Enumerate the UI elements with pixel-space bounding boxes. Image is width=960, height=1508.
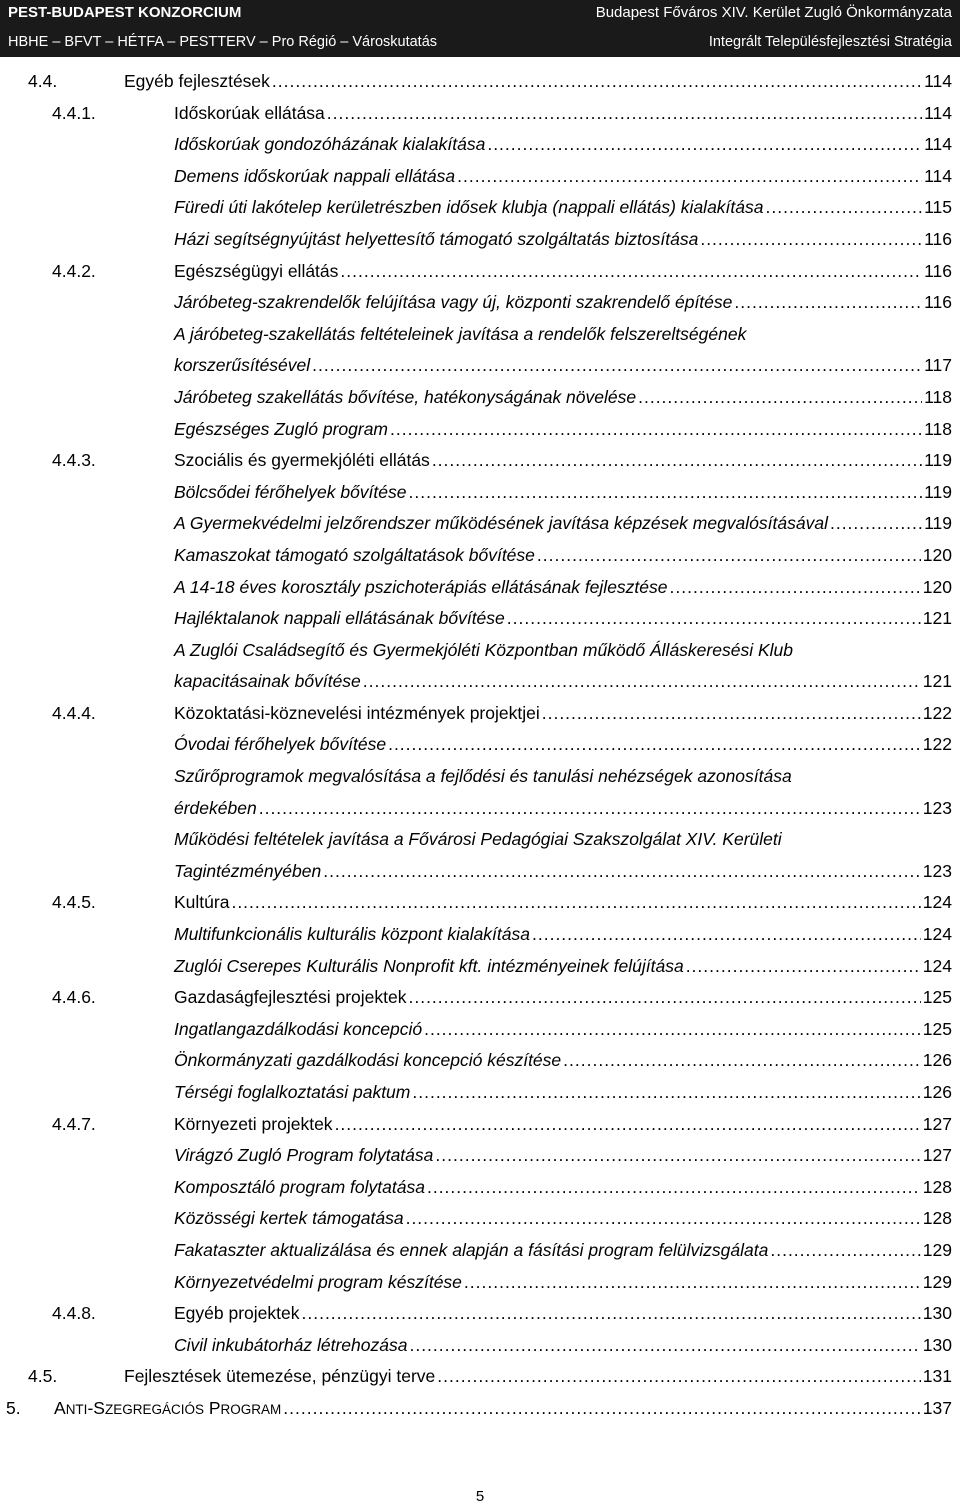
toc-entry[interactable] xyxy=(0,572,960,604)
toc-entry[interactable] xyxy=(0,982,960,1014)
toc-entry-title: Komposztáló program folytatása xyxy=(174,1176,425,1197)
toc-entry[interactable] xyxy=(0,603,960,635)
toc-entry-page: 116 xyxy=(924,260,952,281)
dot-leader xyxy=(542,698,921,730)
toc-entry[interactable] xyxy=(0,477,960,509)
dot-leader xyxy=(231,887,920,919)
dot-leader xyxy=(437,1361,921,1393)
toc-entry-title: Egészségügyi ellátás xyxy=(174,260,339,281)
toc-entry-title: Kamaszokat támogató szolgáltatások bővítése xyxy=(174,544,535,565)
toc-entry-page: 119 xyxy=(924,481,952,502)
toc-entry[interactable] xyxy=(0,445,960,477)
toc-entry[interactable] xyxy=(0,951,960,983)
toc-entry-page: 124 xyxy=(922,955,952,976)
toc-entry-title: Házi segítségnyújtást helyettesítő támogató szolgáltatás biztosítása xyxy=(174,228,699,249)
toc-entry[interactable] xyxy=(0,319,960,382)
dot-leader xyxy=(283,1393,921,1425)
toc-entry-number: 4.4.1. xyxy=(52,102,96,123)
dot-leader xyxy=(390,414,922,446)
toc-entry-title: Bölcsődei férőhelyek bővítése xyxy=(174,481,407,502)
dot-leader xyxy=(335,1109,921,1141)
toc-entry-title: Egészséges Zugló program xyxy=(174,418,388,439)
toc-entry-title: Működési feltételek javítása a Fővárosi Pedagógiai Szakszolgálat XIV. Kerületi xyxy=(174,829,782,850)
toc-entry-title: Szociális és gyermekjóléti ellátás xyxy=(174,450,430,471)
dot-leader xyxy=(412,1077,920,1109)
toc-entry-title: érdekében xyxy=(174,797,257,818)
dot-leader xyxy=(363,666,921,698)
toc-entry-page: 130 xyxy=(922,1334,952,1355)
toc-entry-page: 131 xyxy=(922,1366,952,1387)
toc-entry-title: Virágzó Zugló Program folytatása xyxy=(174,1145,434,1166)
toc-entry[interactable] xyxy=(0,508,960,540)
toc-entry-title: Járóbeteg-szakrendelők felújítása vagy új, központi szakrendelő építése xyxy=(174,292,733,313)
toc-entry-page: 128 xyxy=(922,1208,952,1229)
toc-entry-page: 122 xyxy=(922,702,952,723)
toc-entry-title: kapacitásainak bővítése xyxy=(174,671,361,692)
page-number: 5 xyxy=(475,1488,485,1505)
toc-entry-page: 116 xyxy=(924,292,952,313)
toc-entry-page: 128 xyxy=(922,1176,952,1197)
consortium-name: PEST-BUDAPEST KONZORCIUM xyxy=(8,4,242,21)
toc-entry-page: 129 xyxy=(922,1239,952,1260)
consortium-members: HBHE – BFVT – HÉTFA – PESTTERV – Pro Régió – Városkutatás xyxy=(8,34,438,50)
dot-leader xyxy=(388,729,921,761)
table-of-contents xyxy=(0,66,960,1426)
toc-entry-title: ANTI-SZEGREGÁCIÓS PROGRAM xyxy=(54,1397,282,1418)
toc-entry-page: 127 xyxy=(922,1145,952,1166)
toc-entry[interactable] xyxy=(0,887,960,919)
toc-entry-page: 115 xyxy=(924,197,952,218)
toc-entry-page: 126 xyxy=(922,1082,952,1102)
toc-entry-title: Füredi úti lakótelep kerületrészben idősek klubja (nappali ellátás) kialakítása xyxy=(174,197,764,218)
dot-leader xyxy=(424,1014,921,1046)
toc-entry-title: Ingatlangazdálkodási koncepció xyxy=(174,1018,423,1039)
toc-entry-number: 4.4. xyxy=(28,71,58,91)
toc-entry-number: 4.4.8. xyxy=(52,1303,96,1324)
toc-entry[interactable] xyxy=(0,1361,960,1393)
toc-entry[interactable] xyxy=(0,1172,960,1204)
toc-entry-page: 118 xyxy=(924,386,952,407)
toc-entry-page: 116 xyxy=(924,228,952,249)
toc-entry-page: 123 xyxy=(922,860,952,881)
dot-leader xyxy=(507,603,921,635)
toc-entry-page: 121 xyxy=(922,608,952,629)
toc-entry-title: Kultúra xyxy=(174,892,230,913)
toc-entry[interactable] xyxy=(0,256,960,288)
toc-entry-page: 122 xyxy=(922,734,952,755)
dot-leader xyxy=(700,224,922,256)
toc-entry-number: 4.4.5. xyxy=(52,892,96,913)
dot-leader xyxy=(327,98,922,130)
dot-leader xyxy=(670,572,921,604)
toc-entry-page: 114 xyxy=(924,71,952,91)
toc-entry-page: 119 xyxy=(924,513,952,534)
header-row-top xyxy=(8,4,952,21)
toc-entry-title: A járóbeteg-szakellátás feltételeinek javítása a rendelők felszereltségének xyxy=(174,323,747,344)
toc-entry-title: Közoktatási-köznevelési intézmények projektjei xyxy=(174,702,540,723)
toc-entry[interactable] xyxy=(0,129,960,161)
toc-entry-title: Egyéb fejlesztések xyxy=(124,71,270,91)
toc-entry[interactable] xyxy=(0,1014,960,1046)
toc-entry[interactable] xyxy=(0,824,960,887)
toc-entry[interactable] xyxy=(0,161,960,193)
toc-entry-page: 123 xyxy=(922,797,952,818)
toc-entry-page: 124 xyxy=(922,892,952,913)
toc-entry[interactable] xyxy=(0,382,960,414)
toc-entry-title: Járóbeteg szakellátás bővítése, hatékonyságának növelése xyxy=(174,386,637,407)
municipality-name: Budapest Főváros XIV. Kerület Zugló Önkormányzata xyxy=(595,4,952,21)
dot-leader xyxy=(323,856,921,888)
toc-entry[interactable] xyxy=(0,414,960,446)
toc-entry[interactable] xyxy=(0,98,960,130)
toc-entry-page: 120 xyxy=(922,576,952,597)
toc-entry-title: Közösségi kertek támogatása xyxy=(174,1208,404,1229)
toc-entry-title: Szűrőprogramok megvalósítása a fejlődési és tanulási nehézségek azonosítása xyxy=(174,766,792,787)
dot-leader xyxy=(272,66,922,98)
dot-leader xyxy=(427,1172,921,1204)
toc-entry-title: Környezetvédelmi program készítése xyxy=(174,1271,462,1292)
toc-entry-number: 5. xyxy=(6,1397,21,1418)
toc-entry[interactable] xyxy=(0,66,960,98)
toc-entry[interactable] xyxy=(0,1109,960,1141)
dot-leader xyxy=(406,1203,921,1235)
toc-entry-title: Multifunkcionális kulturális központ kialakítása xyxy=(174,924,530,945)
toc-entry[interactable] xyxy=(0,192,960,224)
toc-entry-number: 4.4.7. xyxy=(52,1113,96,1134)
dot-leader xyxy=(409,1330,920,1362)
toc-entry-title: Gazdaságfejlesztési projektek xyxy=(174,987,407,1008)
toc-entry[interactable] xyxy=(0,1077,960,1109)
toc-entry-page: 119 xyxy=(924,450,952,471)
toc-entry-page: 126 xyxy=(922,1050,952,1071)
dot-leader xyxy=(464,1267,921,1299)
toc-entry-title: Környezeti projektek xyxy=(174,1113,333,1134)
toc-entry-title: Időskorúak gondozóházának kialakítása xyxy=(174,134,486,155)
toc-entry[interactable] xyxy=(0,1267,960,1299)
toc-entry[interactable] xyxy=(0,729,960,761)
dot-leader xyxy=(686,951,921,983)
toc-entry[interactable] xyxy=(0,698,960,730)
toc-entry-title: Térségi foglalkoztatási paktum xyxy=(174,1082,411,1102)
dot-leader xyxy=(432,445,922,477)
dot-leader xyxy=(408,982,920,1014)
toc-entry[interactable] xyxy=(0,1140,960,1172)
toc-entry-title: Önkormányzati gazdálkodási koncepció készítése xyxy=(174,1050,562,1071)
toc-entry-number: 4.4.4. xyxy=(52,702,96,723)
dot-leader xyxy=(532,919,921,951)
toc-entry-title: Egyéb projektek xyxy=(174,1303,300,1324)
document-title: Integrált Településfejlesztési Stratégia xyxy=(708,34,952,50)
dot-leader xyxy=(487,129,922,161)
toc-entry-number: 4.4.2. xyxy=(52,260,96,281)
dot-leader xyxy=(770,1235,920,1267)
toc-entry-page: 114 xyxy=(924,134,952,155)
toc-entry-page: 129 xyxy=(922,1271,952,1292)
toc-entry-title: A Zuglói Családsegítő és Gyermekjóléti Központban működő Álláskeresési Klub xyxy=(174,639,793,660)
dot-leader xyxy=(409,477,923,509)
toc-entry-title: Zuglói Cserepes Kulturális Nonprofit kft. intézményeinek felújítása xyxy=(174,955,684,976)
toc-entry-page: 118 xyxy=(924,418,952,439)
toc-entry-number: 4.5. xyxy=(28,1366,58,1387)
toc-entry-title: Fakataszter aktualizálása és ennek alapján a fásítási program felülvizsgálata xyxy=(174,1239,769,1260)
header-row-bottom xyxy=(8,34,952,50)
toc-entry[interactable] xyxy=(0,1298,960,1330)
dot-leader xyxy=(340,256,922,288)
dot-leader xyxy=(766,192,923,224)
toc-entry-page: 137 xyxy=(922,1397,952,1418)
toc-entry-title: Hajléktalanok nappali ellátásának bővítése xyxy=(174,608,505,629)
dot-leader xyxy=(259,793,921,825)
toc-entry-title: korszerűsítésével xyxy=(174,355,311,376)
toc-entry-title: A Gyermekvédelmi jelzőrendszer működésének javítása képzések megvalósításával xyxy=(174,513,828,534)
toc-entry-page: 117 xyxy=(924,355,952,376)
toc-entry[interactable] xyxy=(0,1203,960,1235)
toc-entry[interactable] xyxy=(0,540,960,572)
dot-leader xyxy=(457,161,922,193)
toc-entry-title: Óvodai férőhelyek bővítése xyxy=(174,734,387,755)
toc-entry-page: 124 xyxy=(922,924,952,945)
toc-entry-number: 4.4.6. xyxy=(52,987,96,1008)
toc-entry[interactable] xyxy=(0,1330,960,1362)
toc-entry-page: 120 xyxy=(922,544,952,565)
toc-entry[interactable] xyxy=(0,761,960,824)
toc-entry[interactable] xyxy=(0,1393,960,1426)
dot-leader xyxy=(638,382,922,414)
toc-entry-title: Időskorúak ellátása xyxy=(174,102,325,123)
dot-leader xyxy=(734,287,922,319)
toc-entry[interactable] xyxy=(0,287,960,319)
dot-leader xyxy=(302,1298,921,1330)
toc-entry-page: 125 xyxy=(922,1018,952,1039)
toc-entry-title: Civil inkubátorház létrehozása xyxy=(174,1334,408,1355)
toc-entry-page: 114 xyxy=(924,165,952,186)
toc-entry-title: Fejlesztések ütemezése, pénzügyi terve xyxy=(124,1366,436,1387)
toc-entry[interactable] xyxy=(0,224,960,256)
dot-leader xyxy=(830,508,922,540)
dot-leader xyxy=(537,540,921,572)
toc-entry-title: A 14-18 éves korosztály pszichoterápiás ellátásának fejlesztése xyxy=(174,576,668,597)
toc-entry-page: 130 xyxy=(922,1303,952,1324)
toc-entry[interactable] xyxy=(0,1235,960,1267)
toc-entry-title: Tagintézményében xyxy=(174,860,322,881)
toc-entry[interactable] xyxy=(0,635,960,698)
toc-entry-page: 121 xyxy=(922,671,952,692)
dot-leader xyxy=(435,1140,920,1172)
page-header xyxy=(0,0,960,57)
toc-entry-title: Demens időskorúak nappali ellátása xyxy=(174,165,456,186)
toc-entry[interactable] xyxy=(0,919,960,951)
toc-entry-page: 127 xyxy=(922,1113,952,1134)
toc-entry[interactable] xyxy=(0,1045,960,1077)
toc-entry-page: 125 xyxy=(922,987,952,1008)
toc-entry-page: 114 xyxy=(924,102,952,123)
toc-entry-number: 4.4.3. xyxy=(52,450,96,471)
dot-leader xyxy=(563,1045,921,1077)
dot-leader xyxy=(312,350,922,382)
